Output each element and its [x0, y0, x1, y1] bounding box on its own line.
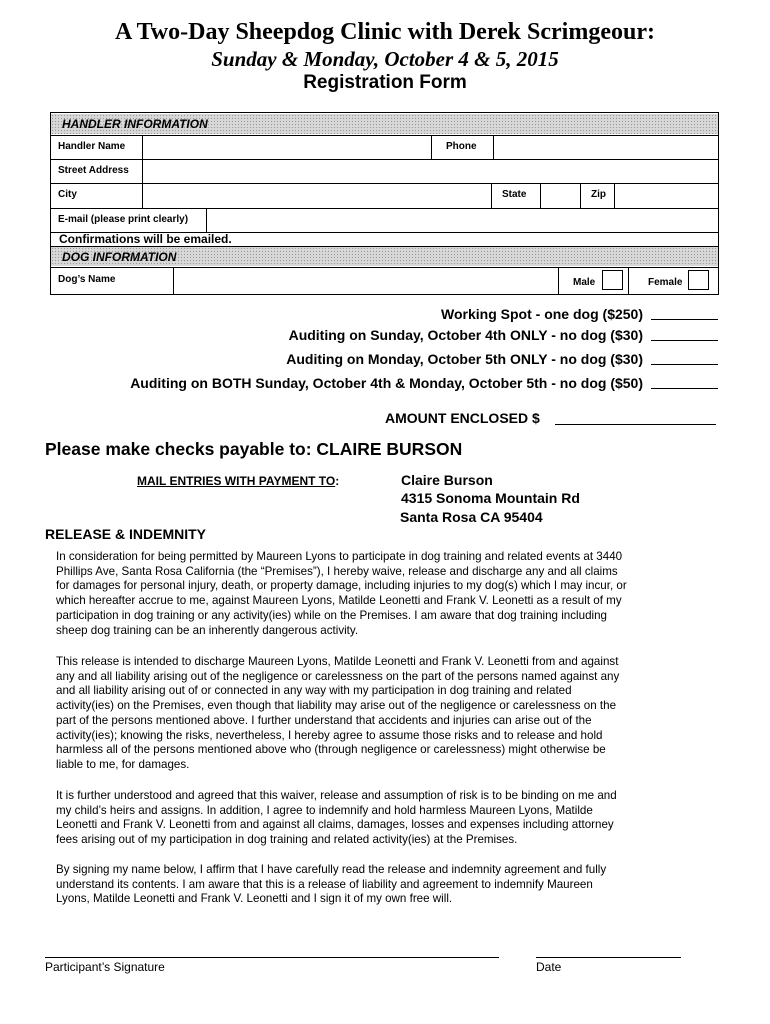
text-line: and all liability arising out of or connected in any way with my participation in dog training and related	[56, 684, 572, 698]
amount-enclosed-label: AMOUNT ENCLOSED $	[385, 410, 540, 426]
text-line: sheep dog training can be an inherently dangerous activity.	[56, 623, 359, 637]
street-address-label: Street Address	[58, 165, 129, 176]
zip-input[interactable]	[615, 184, 718, 208]
form-title: Registration Form	[303, 72, 467, 93]
email-input[interactable]	[207, 209, 718, 232]
handler-section-header: HANDLER INFORMATION	[51, 114, 718, 134]
mail-entries-colon: :	[335, 474, 340, 488]
state-label: State	[502, 189, 527, 200]
dog-section-header: DOG INFORMATION	[51, 246, 718, 266]
text-line: fees arising out of my participation in dog training and related activity(ies) at the Premises.	[56, 833, 518, 847]
fee-working-spot: Working Spot - one dog ($250)	[441, 306, 643, 322]
release-paragraph-2	[56, 655, 619, 773]
text-line: In consideration for being permitted by Maureen Lyons to participate in dog training and related events at 3440	[56, 550, 623, 563]
fee-audit-both-blank[interactable]	[651, 376, 718, 389]
event-dates: Sunday & Monday, October 4 & 5, 2015	[211, 47, 559, 71]
amount-enclosed-blank[interactable]	[555, 412, 716, 425]
zip-label: Zip	[591, 189, 606, 200]
date-line[interactable]	[536, 957, 681, 958]
fee-audit-monday: Auditing on Monday, October 5th ONLY - no dog ($30)	[286, 351, 643, 367]
phone-label: Phone	[446, 141, 477, 152]
text-line: It is further understood and agreed that this waiver, release and assumption of risk is to be binding on me and	[56, 789, 617, 802]
city-input[interactable]	[143, 184, 491, 208]
city-row	[51, 183, 718, 208]
handler-name-label: Handler Name	[58, 141, 126, 152]
street-address-input[interactable]	[143, 160, 718, 183]
text-line: for damages for personal injury, death, or property damage, including injuries to my dog(s) which I may incur, or	[56, 579, 627, 593]
text-line: This release is intended to discharge Maureen Lyons, Matilde Leonetti and Frank V. Leonetti from and against	[56, 655, 619, 668]
text-line: part of the persons mentioned above. I further understand that accidents and injuries can arise out of the	[56, 713, 592, 727]
participant-signature-line[interactable]	[45, 957, 499, 958]
mail-name: Claire Burson	[401, 472, 493, 488]
text-line: liable to me, for damages.	[56, 757, 190, 771]
release-paragraph-3	[56, 789, 617, 848]
female-label: Female	[648, 277, 683, 288]
participant-signature-label: Participant’s Signature	[45, 960, 165, 974]
text-line: understand its contents. I am aware that this is a release of liability and agreement to indemnify Maureen	[56, 877, 593, 891]
text-line: which hereafter accrue to me, against Maureen Lyons, Matilde Leonetti and Frank V. Leonetti as a result of my	[56, 594, 622, 608]
text-line: Lyons, Matilde Leonetti and Frank V. Leonetti and I sign it of my own free will.	[56, 892, 453, 906]
registration-form	[50, 112, 719, 295]
text-line: participation in dog training or any activity(ies) while on the Premises. I am aware that dog training including	[56, 608, 607, 622]
confirmation-note: Confirmations will be emailed.	[59, 232, 232, 246]
male-checkbox[interactable]	[602, 270, 623, 290]
dog-name-label: Dog’s Name	[58, 274, 116, 285]
text-line: By signing my name below, I affirm that I have carefully read the release and indemnity agreement and fully	[56, 863, 607, 876]
state-input[interactable]	[541, 184, 580, 208]
text-line: activity(ies); knowing the risks, nevertheless, I hereby agree to assume those risks and to release and hold	[56, 728, 603, 742]
handler-name-row	[51, 135, 718, 159]
release-heading: RELEASE & INDEMNITY	[45, 526, 207, 542]
mail-city: Santa Rosa CA 95404	[400, 509, 543, 525]
date-label: Date	[536, 960, 562, 974]
dog-row	[51, 267, 718, 294]
female-checkbox[interactable]	[688, 270, 709, 290]
text-line: Phillips Ave, Santa Rosa California (the “Premises”), I hereby waive, release and discharge any and all claims	[56, 564, 618, 578]
mail-street: 4315 Sonoma Mountain Rd	[401, 490, 580, 506]
male-label: Male	[573, 277, 596, 288]
mail-entries-label	[137, 474, 339, 488]
text-line: any and all liability arising out of the negligence or carelessness on the part of the persons named against any	[56, 669, 620, 683]
payable-note: Please make checks payable to: CLAIRE BURSON	[45, 439, 463, 459]
phone-input[interactable]	[494, 136, 718, 159]
release-paragraph-1	[56, 550, 627, 638]
dog-name-input[interactable]	[174, 268, 558, 294]
confirmation-row	[51, 232, 718, 246]
fee-audit-sunday-blank[interactable]	[651, 328, 718, 341]
text-line: harmless all of the persons mentioned above who (through negligence or carelessness) might otherwise be	[56, 743, 606, 757]
fee-working-spot-blank[interactable]	[651, 307, 718, 320]
release-paragraph-4	[56, 863, 606, 907]
fee-audit-both: Auditing on BOTH Sunday, October 4th & Monday, October 5th - no dog ($50)	[130, 375, 643, 391]
page-title: A Two-Day Sheepdog Clinic with Derek Scrimgeour:	[115, 19, 655, 45]
text-line: activity(ies) on the Premises, even though that liability may arise out of the negligence or carelessness on the	[56, 699, 617, 713]
fee-audit-sunday: Auditing on Sunday, October 4th ONLY - no dog ($30)	[288, 327, 643, 343]
email-label: E-mail (please print clearly)	[58, 214, 189, 225]
text-line: my child’s heirs and assigns. In addition, I agree to indemnify and hold harmless Maureen Lyons, Matilde	[56, 803, 593, 817]
city-label: City	[58, 189, 77, 200]
email-row	[51, 208, 718, 232]
handler-name-input[interactable]	[143, 136, 431, 159]
mail-entries-text: MAIL ENTRIES WITH PAYMENT TO	[137, 474, 336, 488]
fee-audit-monday-blank[interactable]	[651, 352, 718, 365]
street-address-row	[51, 159, 718, 183]
text-line: Leonetti and Frank V. Leonetti from and against all claims, damages, losses and expenses including attorney	[56, 818, 614, 832]
